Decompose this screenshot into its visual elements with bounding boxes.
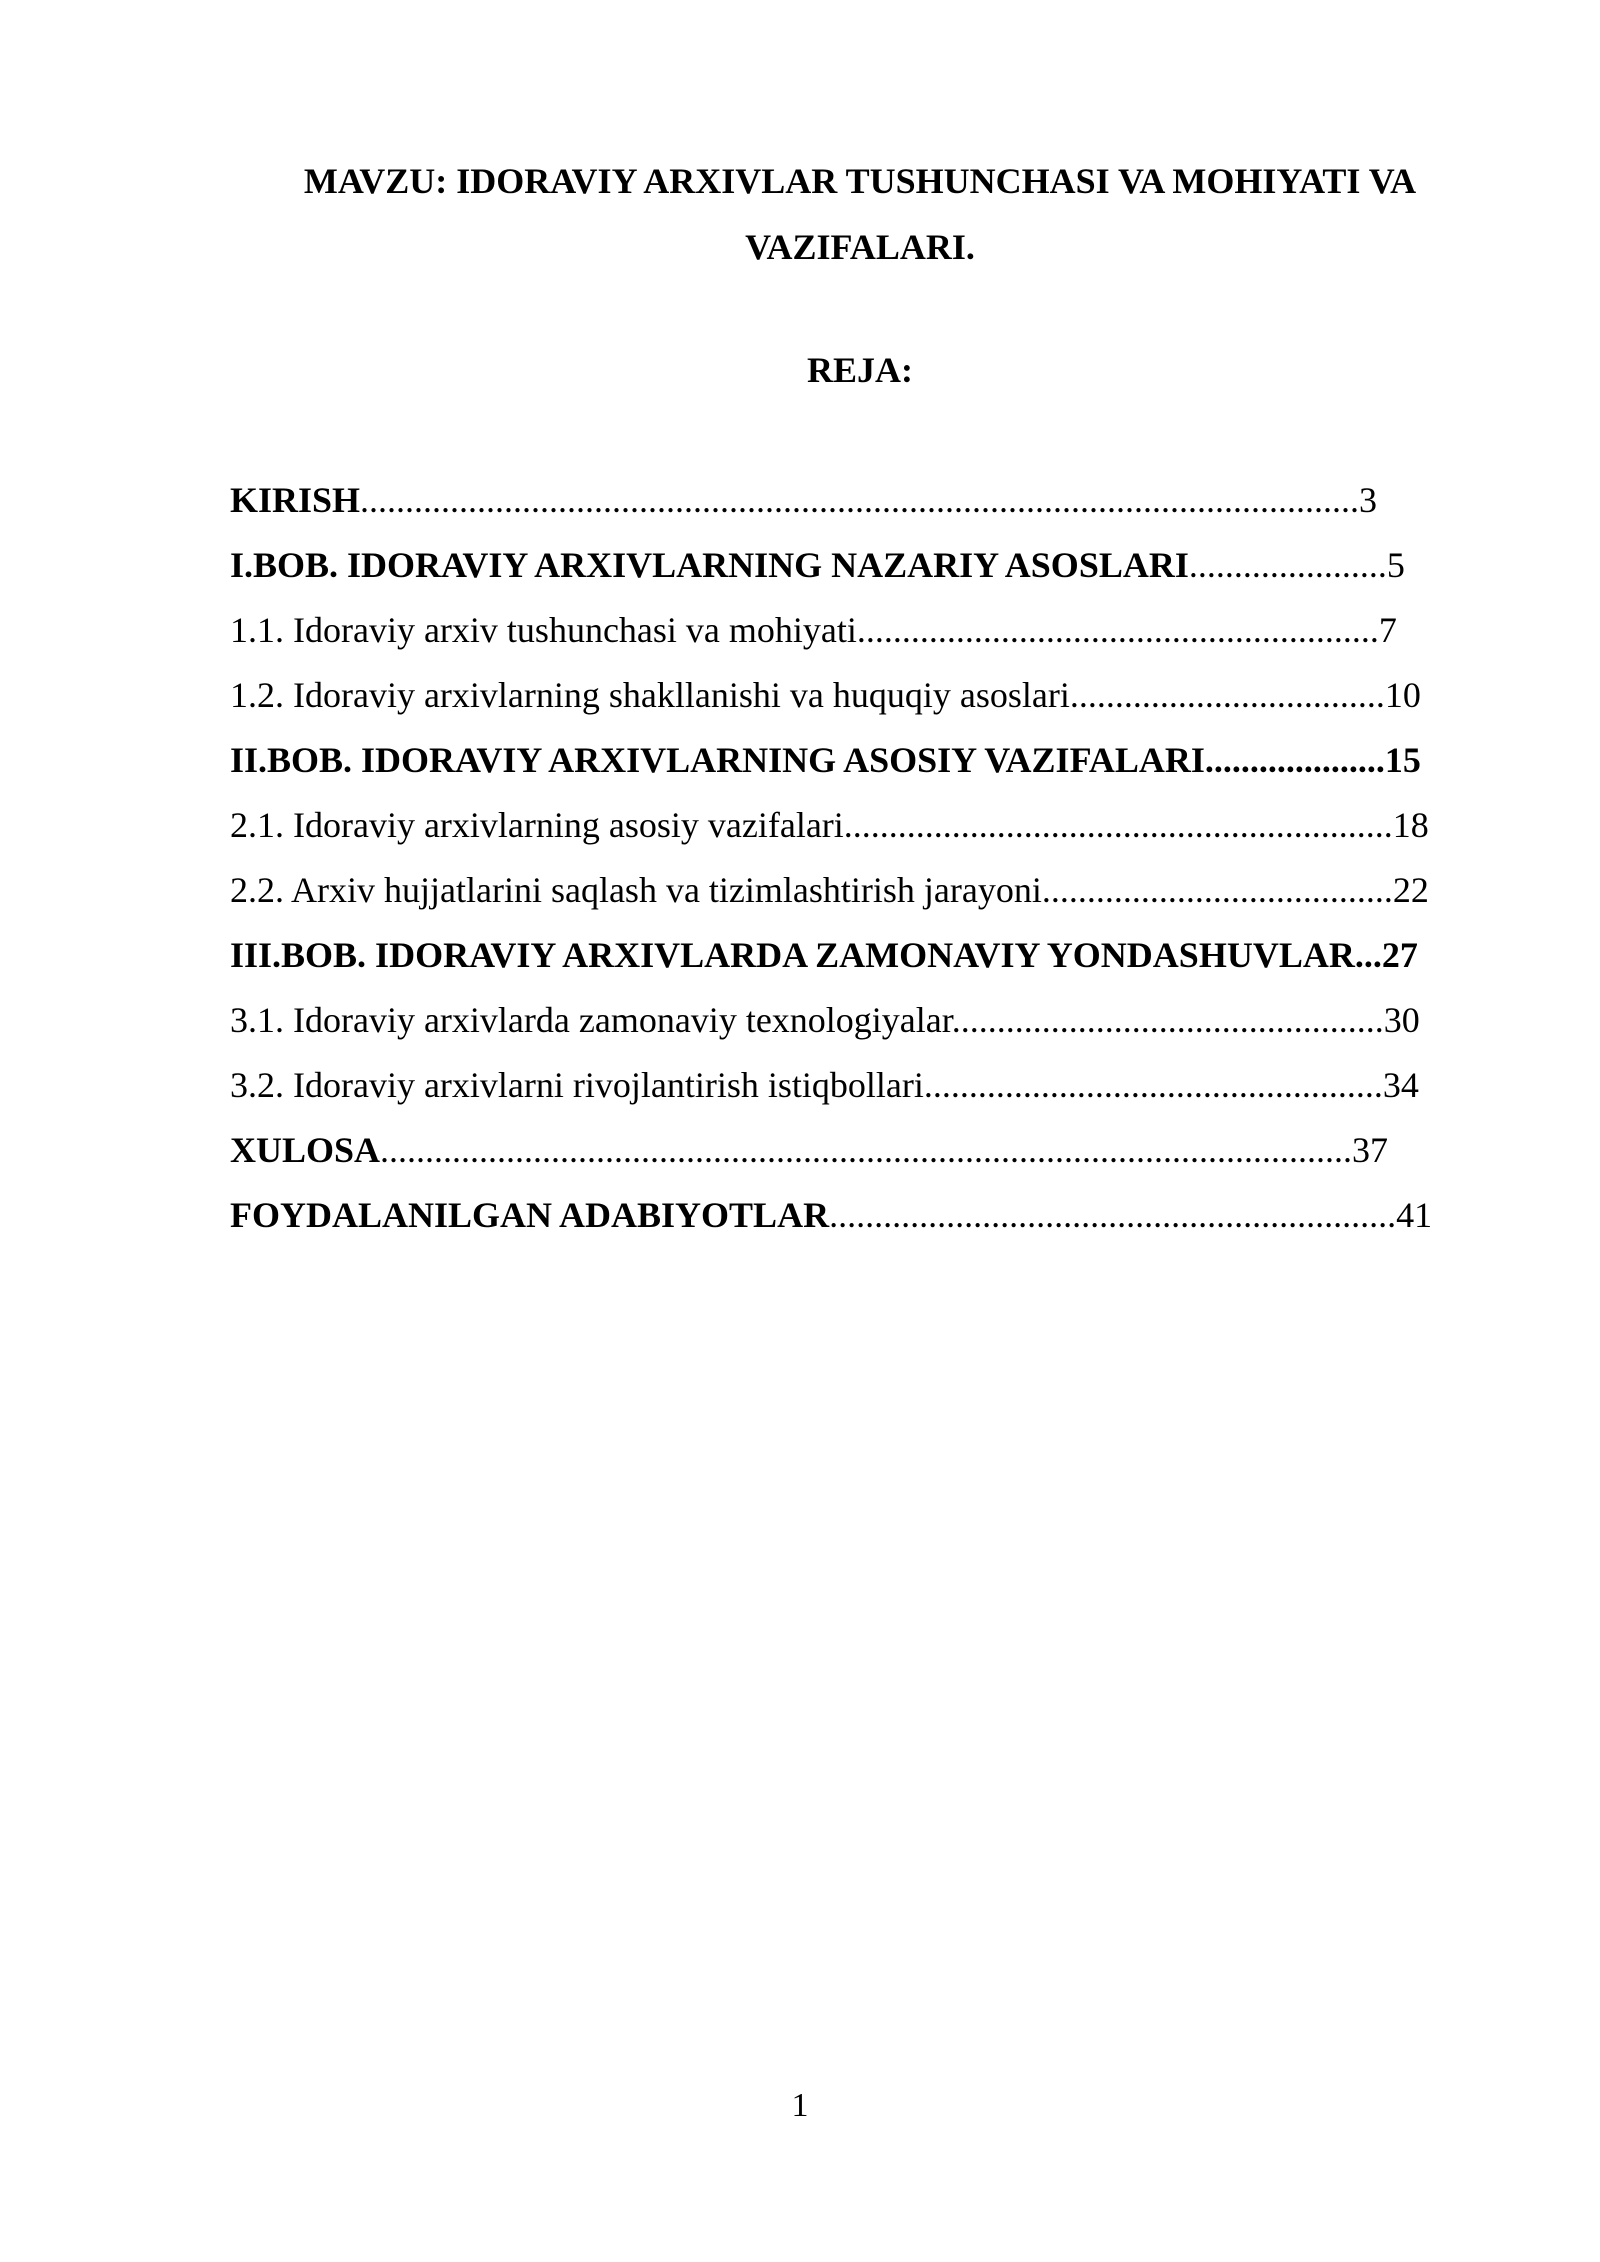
toc-entry-tail xyxy=(380,1130,1388,1170)
toc-entry-tail xyxy=(857,610,1397,650)
toc-entry-label: I.BOB. IDORAVIY ARXIVLARNING NAZARIY ASOSLARI xyxy=(230,545,1189,585)
toc-entry xyxy=(230,734,1530,799)
toc-entry-leader: .................... xyxy=(1204,740,1385,780)
table-of-contents xyxy=(230,474,1530,1254)
toc-entry-page: 3 xyxy=(1359,480,1378,520)
toc-entry-tail xyxy=(844,805,1429,845)
toc-entry xyxy=(230,929,1530,994)
plan-heading: REJA: xyxy=(807,350,913,390)
toc-entry-leader: .......................................................... xyxy=(856,610,1379,650)
toc-entry xyxy=(230,474,1530,539)
toc-entry xyxy=(230,864,1530,929)
toc-entry-tail xyxy=(1070,675,1421,715)
toc-entry xyxy=(230,1124,1530,1189)
toc-entry-label: 1.2. Idoraviy arxivlarning shakllanishi va huquqiy asoslari xyxy=(230,675,1070,715)
toc-entry-label: FOYDALANILGAN ADABIYOTLAR xyxy=(230,1195,830,1235)
toc-entry-tail xyxy=(1042,870,1429,910)
toc-entry-page: 15 xyxy=(1384,740,1421,780)
toc-entry-page: 7 xyxy=(1378,610,1397,650)
toc-entry-page: 30 xyxy=(1383,1000,1420,1040)
toc-entry-leader: ............................................................................................................ xyxy=(380,1130,1353,1170)
toc-entry-leader: ................................... xyxy=(1069,675,1385,715)
toc-entry-leader: ............................................................. xyxy=(843,805,1393,845)
toc-entry xyxy=(230,1059,1530,1124)
document-title xyxy=(200,148,1520,280)
toc-entry-page: 37 xyxy=(1352,1130,1389,1170)
toc-entry xyxy=(230,994,1530,1059)
toc-entry xyxy=(230,539,1530,604)
toc-entry-tail xyxy=(1355,935,1418,975)
toc-entry-tail xyxy=(1205,740,1421,780)
toc-entry-tail xyxy=(1189,545,1405,585)
toc-entry-leader: ................................................... xyxy=(923,1065,1383,1105)
toc-entry-leader: ....................................... xyxy=(1041,870,1393,910)
page-number: 1 xyxy=(791,2087,809,2124)
toc-entry-leader: ... xyxy=(1354,935,1382,975)
toc-entry-label: 1.1. Idoraviy arxiv tushunchasi va mohiyati xyxy=(230,610,857,650)
toc-entry-tail xyxy=(924,1065,1419,1105)
toc-entry xyxy=(230,604,1530,669)
toc-entry xyxy=(230,799,1530,864)
toc-entry-label: II.BOB. IDORAVIY ARXIVLARNING ASOSIY VAZIFALARI xyxy=(230,740,1205,780)
title-line-1: MAVZU: IDORAVIY ARXIVLAR TUSHUNCHASI VA MOHIYATI VA xyxy=(303,161,1417,201)
toc-entry-page: 22 xyxy=(1392,870,1429,910)
toc-entry-label: XULOSA xyxy=(230,1130,381,1170)
toc-entry-label: III.BOB. IDORAVIY ARXIVLARDA ZAMONAVIY YONDASHUVLAR xyxy=(230,935,1355,975)
toc-entry-label: 2.2. Arxiv hujjatlarini saqlash va tizimlashtirish jarayoni xyxy=(230,870,1042,910)
toc-entry-page: 27 xyxy=(1381,935,1418,975)
toc-entry-page: 18 xyxy=(1392,805,1429,845)
toc-entry-label: 3.1. Idoraviy arxivlarda zamonaviy texnologiyalar xyxy=(230,1000,952,1040)
toc-entry-tail xyxy=(829,1195,1432,1235)
toc-entry-page: 5 xyxy=(1386,545,1405,585)
toc-entry-label: 2.1. Idoraviy arxivlarning asosiy vazifalari xyxy=(230,805,844,845)
toc-entry-label: 3.2. Idoraviy arxivlarni rivojlantirish istiqbollari xyxy=(230,1065,924,1105)
toc-entry-page: 10 xyxy=(1384,675,1421,715)
toc-entry-tail xyxy=(952,1000,1420,1040)
toc-entry-page: 34 xyxy=(1382,1065,1419,1105)
toc-entry xyxy=(230,1189,1530,1254)
toc-entry-tail xyxy=(360,480,1377,520)
toc-entry-leader: ................................................ xyxy=(951,1000,1384,1040)
toc-entry-label: KIRISH xyxy=(230,480,361,520)
toc-entry-leader: ............................................................... xyxy=(829,1195,1397,1235)
toc-entry-page: 41 xyxy=(1396,1195,1433,1235)
toc-entry-leader: ............................................................................................................... xyxy=(360,480,1360,520)
title-line-2: VAZIFALARI. xyxy=(745,227,975,267)
toc-entry xyxy=(230,669,1530,734)
toc-entry-leader: ...................... xyxy=(1188,545,1387,585)
